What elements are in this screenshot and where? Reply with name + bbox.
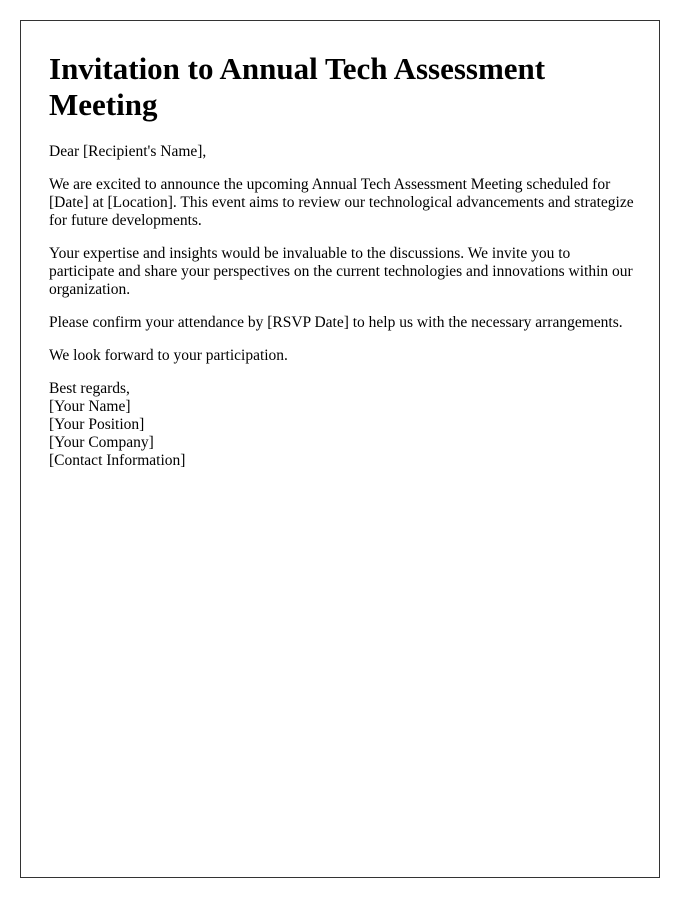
sender-name: [Your Name] xyxy=(49,398,131,415)
salutation: Dear [Recipient's Name], xyxy=(49,143,207,160)
sender-position: [Your Position] xyxy=(49,416,145,433)
letter-title: Invitation to Annual Tech Assessment Meeting xyxy=(49,51,546,122)
sign-off: Best regards, xyxy=(49,380,130,397)
paragraph-closing-line: We look forward to your participation. xyxy=(49,347,288,364)
letter-page xyxy=(20,20,660,878)
paragraph-rsvp: Please confirm your attendance by [RSVP Date] to help us with the necessary arrangements. xyxy=(49,314,623,331)
paragraph-announcement: We are excited to announce the upcoming Annual Tech Assessment Meeting scheduled for [Date] at [Location]. This event aims to review our technological advancements and strategize for future developments. xyxy=(49,176,634,229)
sender-company: [Your Company] xyxy=(49,434,154,451)
signature-block xyxy=(49,380,639,470)
paragraph-invitation: Your expertise and insights would be invaluable to the discussions. We invite you to participate and share your perspectives on the current technologies and innovations within our organization. xyxy=(49,245,633,298)
sender-contact: [Contact Information] xyxy=(49,452,186,469)
letter-content xyxy=(49,51,639,470)
